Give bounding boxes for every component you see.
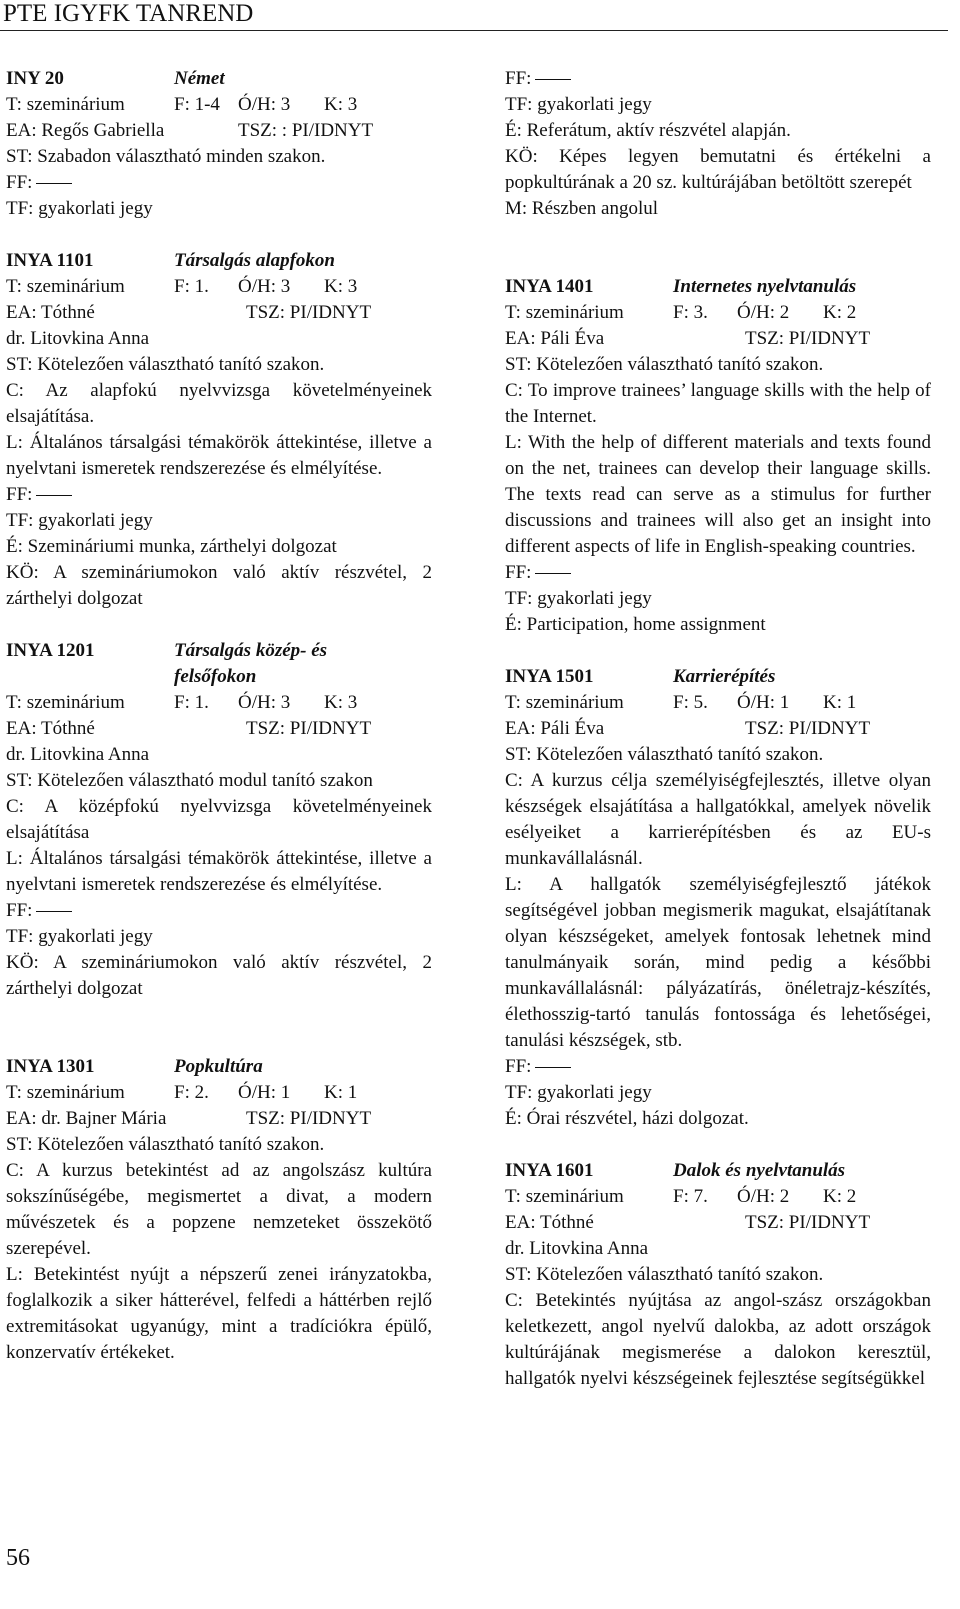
course-lecturer: EA: Tóthné xyxy=(505,1212,594,1233)
course-inya1301-continued xyxy=(505,66,931,222)
course-type: T: szeminárium xyxy=(505,692,624,713)
course-type: T: szeminárium xyxy=(505,302,624,323)
course-inya1101 xyxy=(6,248,432,612)
course-department: TSZ: PI/IDNYT xyxy=(745,328,871,349)
course-lecturer: EA: Tóthné xyxy=(6,302,95,323)
course-code: INY 20 xyxy=(6,68,64,89)
course-title: Internetes nyelvtanulás xyxy=(673,276,857,297)
course-credits: K: 3 xyxy=(324,692,358,713)
course-lecturer-name: dr. Litovkina Anna xyxy=(6,744,150,765)
course-inya1601 xyxy=(505,1158,931,1392)
course-department: TSZ: : PI/IDNYT xyxy=(238,120,374,141)
course-lecturer: EA: Regős Gabriella xyxy=(6,120,165,141)
course-credits: K: 3 xyxy=(324,94,358,115)
right-column xyxy=(505,66,931,1418)
course-goal: C: Az alapfokú nyelvvizsga követelményeinek elsajátítása. xyxy=(6,380,432,427)
course-evaluation: É: Órai részvétel, házi dolgozat. xyxy=(505,1108,749,1129)
course-hours: Ó/H: 3 xyxy=(238,692,291,713)
course-inya1201 xyxy=(6,638,432,1002)
course-title: Társalgás alapfokon xyxy=(174,250,335,271)
course-inya1301 xyxy=(6,1054,432,1366)
course-type: T: szeminárium xyxy=(505,1186,624,1207)
course-specialization: ST: Kötelezően választható modul tanító szakon xyxy=(6,770,373,791)
course-goal: C: Betekintés nyújtása az angol-szász országokban keletkezett, angol nyelvű dalokba, az adott országok kultúrájának megismerése a dalokon keresztül, hallgatók nyelvi készségeinek fejlesztése segítségükkel xyxy=(505,1290,931,1389)
course-hours: Ó/H: 3 xyxy=(238,94,291,115)
course-requirements: KÖ: Képes legyen bemutatni és értékelni a popkultúrának a 20 sz. kultúrájában betöltött szerepét xyxy=(505,146,931,193)
course-specialization: ST: Kötelezően választható tanító szakon. xyxy=(505,744,824,765)
course-semester: F: 1. xyxy=(174,276,209,297)
course-semester: F: 3. xyxy=(673,302,708,323)
course-code: INYA 1301 xyxy=(6,1056,95,1077)
course-prerequisite: FF: xyxy=(505,1056,532,1077)
course-requirements: KÖ: A szemináriumokon való aktív részvétel, 2 zárthelyi dolgozat xyxy=(6,562,432,609)
course-prerequisite: FF: xyxy=(6,172,33,193)
course-goal: C: A kurzus célja személyiségfejlesztés, illetve olyan készségek elsajátítása a hallgatókkal, amelyek növelik esélyeiket a karrierépítésben és az EU-s munkavállalásnál. xyxy=(505,770,931,869)
course-title: Társalgás közép- és xyxy=(174,640,328,661)
course-inya1501 xyxy=(505,664,931,1132)
course-lecturer-name: dr. Litovkina Anna xyxy=(6,328,150,349)
course-prerequisite: FF: xyxy=(6,900,33,921)
course-description: L: A hallgatók személyiségfejlesztő játékok segítségével jobban megismerik magukat, elsajátítanak olyan készségeket, amelyek fontosak lehetnek mind tanulmányaik során, mind pedig a későbbi munkavállalásnál: pályázatírás, önéletrajz-készítés, élethosszig-tartó tanulás fontossága és lehetőségei, tanulási készségek, stb. xyxy=(505,874,931,1051)
course-department: TSZ: PI/IDNYT xyxy=(745,1212,871,1233)
course-lecturer: EA: Tóthné xyxy=(6,718,95,739)
course-semester: F: 5. xyxy=(673,692,708,713)
course-lecturer: EA: Páli Éva xyxy=(505,328,605,349)
course-goal: C: To improve trainees’ language skills with the help of the Internet. xyxy=(505,380,931,427)
course-title-cont: felsőfokon xyxy=(174,666,257,687)
course-code: INYA 1401 xyxy=(505,276,594,297)
course-hours: Ó/H: 1 xyxy=(737,692,790,713)
course-specialization: ST: Kötelezően választható tanító szakon. xyxy=(6,354,325,375)
course-specialization: ST: Kötelezően választható tanító szakon. xyxy=(505,1264,824,1285)
dash-mark xyxy=(36,183,72,184)
course-code: INYA 1101 xyxy=(6,250,94,271)
course-specialization: ST: Szabadon választható minden szakon. xyxy=(6,146,326,167)
course-lecturer-name: dr. Litovkina Anna xyxy=(505,1238,649,1259)
course-description: L: Betekintést nyújt a népszerű zenei irányzatokba, foglalkozik a siker hátterével, felfedi a háttérben rejlő extremitásokat ugyanúgy, mint a tradíciókra épülő, konzervatív értékeket. xyxy=(6,1264,432,1363)
course-goal: C: A középfokú nyelvvizsga követelményeinek elsajátítása xyxy=(6,796,432,843)
page-header xyxy=(0,0,948,31)
header-title: PTE IGYFK TANREND xyxy=(3,0,254,27)
course-specialization: ST: Kötelezően választható tanító szakon. xyxy=(6,1134,325,1155)
course-prerequisite: FF: xyxy=(505,562,532,583)
course-semester: F: 2. xyxy=(174,1082,209,1103)
course-evaluation: É: Szemináriumi munka, zárthelyi dolgozat xyxy=(6,536,337,557)
course-language: M: Részben angolul xyxy=(505,198,659,219)
course-hours: Ó/H: 2 xyxy=(737,1186,790,1207)
course-lecturer: EA: Páli Éva xyxy=(505,718,605,739)
dash-mark xyxy=(535,79,571,80)
course-credits: K: 1 xyxy=(324,1082,358,1103)
course-assessment: TF: gyakorlati jegy xyxy=(6,510,153,531)
dash-mark xyxy=(535,1067,571,1068)
course-hours: Ó/H: 1 xyxy=(238,1082,291,1103)
page-number: 56 xyxy=(6,1545,30,1571)
course-hours: Ó/H: 2 xyxy=(737,302,790,323)
course-credits: K: 3 xyxy=(324,276,358,297)
course-goal: C: A kurzus betekintést ad az angolszász kultúra sokszínűségébe, megismertet a divat, a modern művészetek és a popzene nemzeteket összekötő szerepével. xyxy=(6,1160,432,1259)
course-semester: F: 1. xyxy=(174,692,209,713)
course-iny20 xyxy=(6,66,432,222)
course-inya1401 xyxy=(505,274,931,638)
course-semester: F: 7. xyxy=(673,1186,708,1207)
course-assessment: TF: gyakorlati jegy xyxy=(505,588,652,609)
course-evaluation: É: Referátum, aktív részvétel alapján. xyxy=(505,120,791,141)
course-code: INYA 1501 xyxy=(505,666,594,687)
course-specialization: ST: Kötelezően választható tanító szakon. xyxy=(505,354,824,375)
course-title: Karrierépítés xyxy=(673,666,776,687)
course-type: T: szeminárium xyxy=(6,692,125,713)
course-code: INYA 1201 xyxy=(6,640,95,661)
course-hours: Ó/H: 3 xyxy=(238,276,291,297)
course-department: TSZ: PI/IDNYT xyxy=(246,1108,372,1129)
course-lecturer: EA: dr. Bajner Mária xyxy=(6,1108,167,1129)
course-type: T: szeminárium xyxy=(6,1082,125,1103)
dash-mark xyxy=(36,911,72,912)
course-department: TSZ: PI/IDNYT xyxy=(246,718,372,739)
course-assessment: TF: gyakorlati jegy xyxy=(505,94,652,115)
course-department: TSZ: PI/IDNYT xyxy=(246,302,372,323)
course-title: Popkultúra xyxy=(174,1056,263,1077)
course-prerequisite: FF: xyxy=(6,484,33,505)
course-type: T: szeminárium xyxy=(6,276,125,297)
course-assessment: TF: gyakorlati jegy xyxy=(505,1082,652,1103)
course-credits: K: 1 xyxy=(823,692,857,713)
course-requirements: KÖ: A szemináriumokon való aktív részvétel, 2 zárthelyi dolgozat xyxy=(6,952,432,999)
course-credits: K: 2 xyxy=(823,1186,857,1207)
course-assessment: TF: gyakorlati jegy xyxy=(6,198,153,219)
course-description: L: Általános társalgási témakörök áttekintése, illetve a nyelvtani ismeretek rendszerezése és elmélyítése. xyxy=(6,848,432,895)
dash-mark xyxy=(535,573,571,574)
course-description: L: Általános társalgási témakörök áttekintése, illetve a nyelvtani ismeretek rendszerezése és elmélyítése. xyxy=(6,432,432,479)
course-title: Dalok és nyelvtanulás xyxy=(673,1160,846,1181)
course-type: T: szeminárium xyxy=(6,94,125,115)
course-assessment: TF: gyakorlati jegy xyxy=(6,926,153,947)
course-credits: K: 2 xyxy=(823,302,857,323)
course-evaluation: É: Participation, home assignment xyxy=(505,614,766,635)
left-column xyxy=(6,66,432,1392)
course-title: Német xyxy=(174,68,225,89)
course-semester: F: 1-4 xyxy=(174,94,220,115)
course-prerequisite: FF: xyxy=(505,68,532,89)
course-description: L: With the help of different materials and texts found on the net, trainees can develop their language skills. The texts read can serve as a stimulus for further discussions and trainees will also get an insight into different aspects of life in English-speaking countries. xyxy=(505,432,931,557)
course-department: TSZ: PI/IDNYT xyxy=(745,718,871,739)
dash-mark xyxy=(36,495,72,496)
course-code: INYA 1601 xyxy=(505,1160,594,1181)
